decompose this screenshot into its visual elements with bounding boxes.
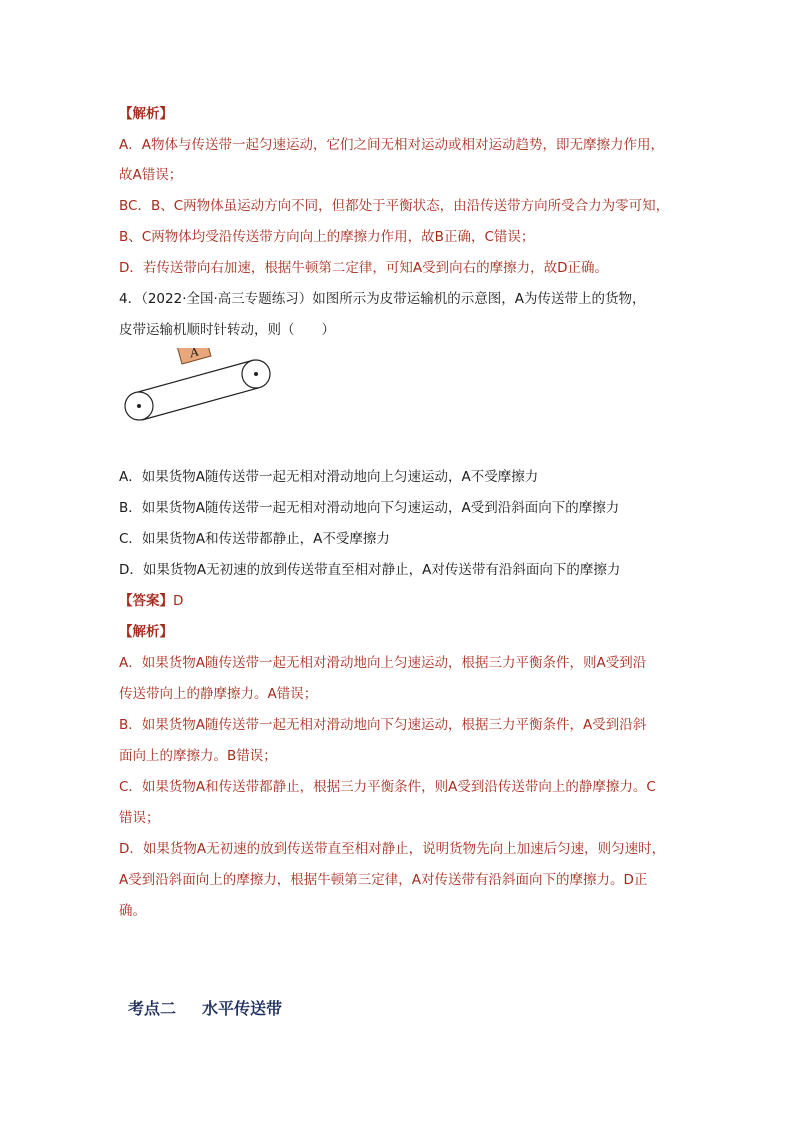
analysis-line: B、C两物体均受沿传送带方向向上的摩擦力作用，故B正确，C错误； bbox=[119, 229, 535, 245]
upper-pulley-axle bbox=[254, 372, 258, 376]
belt-bottom-line bbox=[142, 388, 258, 420]
belt-top-line bbox=[138, 360, 254, 392]
analysis-line: 传送带向上的静摩擦力。A错误； bbox=[119, 686, 318, 702]
section-number: 考点二 bbox=[128, 999, 177, 1018]
analysis-line: BC．B、C两物体虽运动方向不同，但都处于平衡状态，由沿传送带方向所受合力为零可知， bbox=[119, 198, 670, 214]
lower-pulley-axle bbox=[137, 404, 141, 408]
cargo-box-label: A bbox=[188, 348, 201, 361]
question-stem: 皮带运输机顺时针转动，则（ ） bbox=[119, 322, 335, 338]
analysis-tag: 【解析】 bbox=[119, 624, 173, 640]
answer-tag: 【答案】 bbox=[119, 593, 173, 609]
section-title: 水平传送带 bbox=[202, 999, 283, 1018]
analysis-line: C．如果货物A和传送带都静止，根据三力平衡条件，则A受到沿传送带向上的静摩擦力。C bbox=[119, 779, 656, 795]
analysis-line: 故A错误； bbox=[119, 167, 183, 183]
answer-row bbox=[119, 591, 183, 611]
option-b: B．如果货物A随传送带一起无相对滑动地向下匀速运动，A受到沿斜面向下的摩擦力 bbox=[119, 500, 620, 516]
question-stem: 4．（2022·全国·高三专题练习）如图所示为皮带运输机的示意图，A为传送带上的货物， bbox=[119, 291, 646, 307]
analysis-line: A受到沿斜面向上的摩擦力，根据牛顿第三定律，A对传送带有沿斜面向下的摩擦力。D正 bbox=[119, 872, 648, 888]
analysis-line: A．A物体与传送带一起匀速运动，它们之间无相对运动或相对运动趋势，即无摩擦力作用， bbox=[119, 137, 664, 153]
section-heading bbox=[128, 996, 282, 1019]
analysis-line: 错误； bbox=[119, 810, 160, 826]
conveyor-belt-figure bbox=[118, 348, 278, 432]
analysis-line: D．若传送带向右加速，根据牛顿第二定律，可知A受到向右的摩擦力，故D正确。 bbox=[119, 260, 609, 276]
option-c: C．如果货物A和传送带都静止，A不受摩擦力 bbox=[119, 531, 390, 547]
analysis-tag: 【解析】 bbox=[119, 106, 173, 122]
option-a: A．如果货物A随传送带一起无相对滑动地向上匀速运动，A不受摩擦力 bbox=[119, 469, 539, 485]
option-d: D．如果货物A无初速的放到传送带直至相对静止，A对传送带有沿斜面向下的摩擦力 bbox=[119, 562, 621, 578]
cargo-box bbox=[177, 348, 211, 364]
analysis-line: B．如果货物A随传送带一起无相对滑动地向下匀速运动，根据三力平衡条件，A受到沿斜 bbox=[119, 717, 647, 733]
analysis-line: 确。 bbox=[119, 903, 146, 919]
analysis-line: A．如果货物A随传送带一起无相对滑动地向上匀速运动，根据三力平衡条件，则A受到沿 bbox=[119, 655, 647, 671]
answer-value: D bbox=[173, 593, 184, 609]
analysis-line: 面向上的摩擦力。B错误； bbox=[119, 748, 277, 764]
conveyor-belt-diagram bbox=[118, 348, 278, 428]
analysis-line: D．如果货物A无初速的放到传送带直至相对静止，说明货物先向上加速后匀速，则匀速时， bbox=[119, 841, 666, 857]
